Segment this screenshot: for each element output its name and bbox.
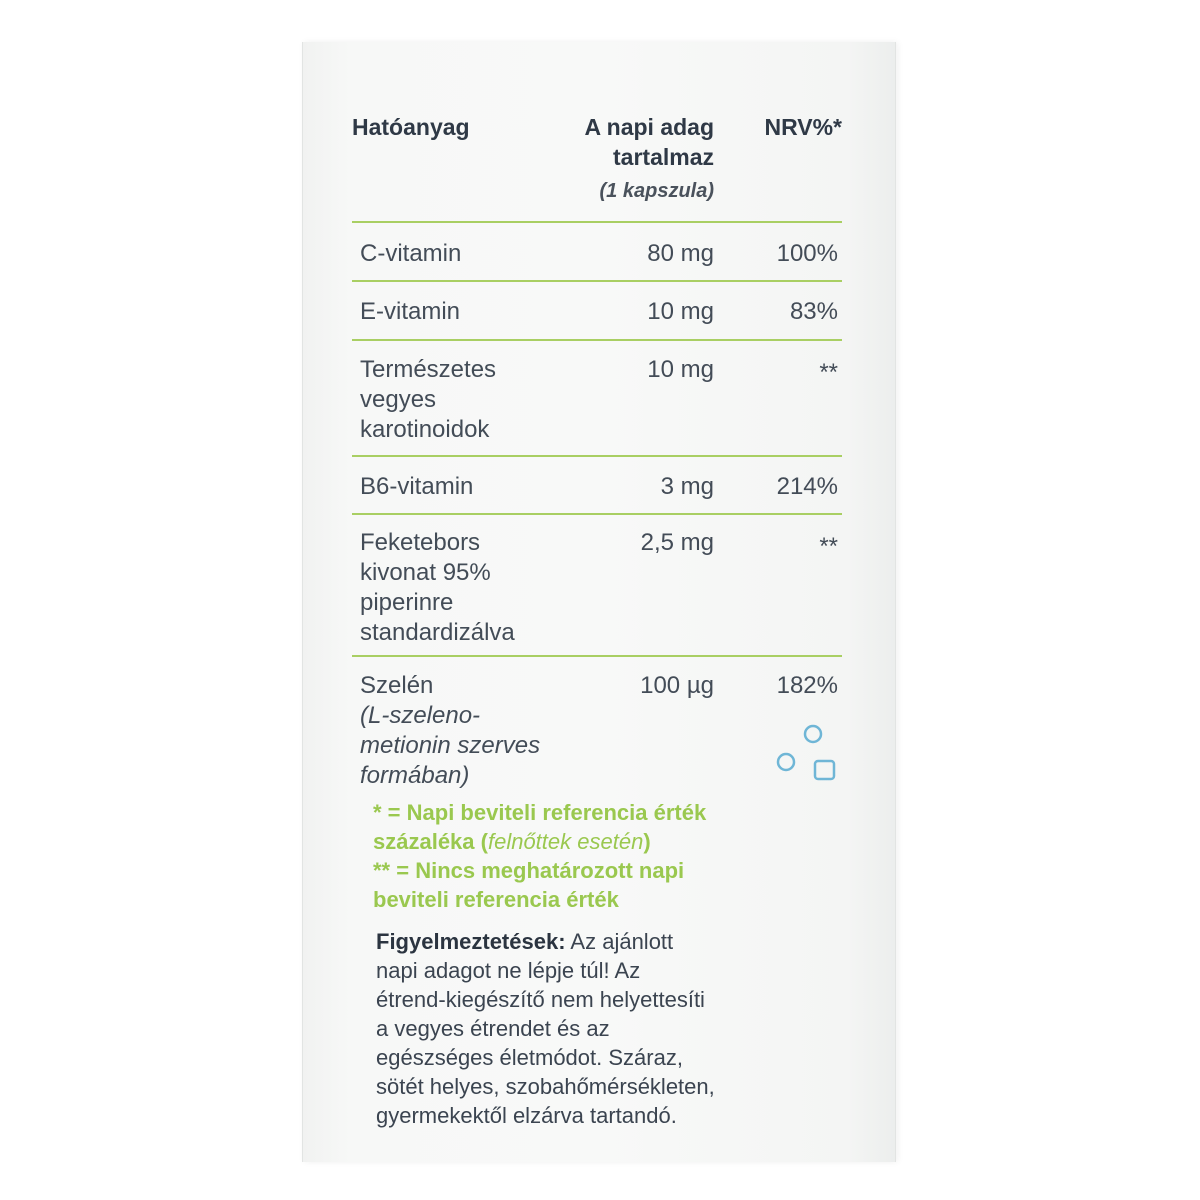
bubbles-decoration xyxy=(770,720,840,784)
table-divider xyxy=(352,455,842,457)
row-amount: 80 mg xyxy=(647,240,714,267)
row-nrv: ** xyxy=(819,359,838,386)
row-amount: 10 mg xyxy=(647,356,714,383)
warning-line: a vegyes étrendet és az xyxy=(376,1016,610,1041)
row-name: E-vitamin xyxy=(360,298,461,325)
footnote-italic: felnőttek esetén xyxy=(487,829,644,854)
warning-line: egészséges életmódot. Száraz, xyxy=(376,1045,683,1070)
row-nrv: 182% xyxy=(776,672,838,699)
header-per-capsule: (1 kapszula) xyxy=(599,180,714,202)
row-name-line: karotinoidok xyxy=(360,416,490,443)
footnote-line: ** = Nincs meghatározott napi xyxy=(373,858,685,883)
row-name-line: Természetes xyxy=(360,356,497,383)
row-name-note-line: (L-szeleno- xyxy=(360,702,481,729)
warning-line xyxy=(376,927,846,956)
warning-line: napi adagot ne lépje túl! Az xyxy=(376,958,641,983)
row-name-line: kivonat 95% xyxy=(360,559,491,586)
footnotes xyxy=(373,798,853,914)
row-name-line: standardizálva xyxy=(360,619,515,646)
warning-text: Az ajánlott xyxy=(565,929,674,954)
warnings xyxy=(376,927,846,1130)
row-name-line: Szelén xyxy=(360,672,434,699)
header-daily-amount xyxy=(532,112,714,172)
footnote-text: ) xyxy=(643,829,651,854)
row-name xyxy=(360,355,570,445)
warning-label: Figyelmeztetések: xyxy=(376,929,566,954)
row-amount: 10 mg xyxy=(647,298,714,325)
header-nrv: NRV%* xyxy=(764,114,842,140)
row-name-line: Feketebors xyxy=(360,529,481,556)
row-name xyxy=(360,671,570,791)
row-amount: 2,5 mg xyxy=(640,529,714,556)
row-name-note-line: formában) xyxy=(360,762,470,789)
square-icon xyxy=(815,761,834,779)
footnote-line: beviteli referencia érték xyxy=(373,887,619,912)
row-nrv: ** xyxy=(819,533,838,560)
circle-icon xyxy=(778,754,794,770)
table-divider xyxy=(352,513,842,515)
table-divider xyxy=(352,280,842,282)
circle-icon xyxy=(805,726,821,742)
row-amount: 100 µg xyxy=(640,672,714,699)
table-divider xyxy=(352,339,842,341)
row-nrv: 83% xyxy=(789,298,838,325)
row-name xyxy=(360,528,570,648)
table-divider xyxy=(352,221,842,223)
warning-line: étrend-kiegészítő nem helyettesíti xyxy=(376,987,705,1012)
row-nrv: 214% xyxy=(776,473,838,500)
row-amount: 3 mg xyxy=(660,473,714,500)
header-daily-amount-line2: tartalmaz xyxy=(613,144,714,170)
table-divider xyxy=(352,655,842,657)
row-nrv: 100% xyxy=(776,240,838,267)
footnote-line: * = Napi beviteli referencia érték xyxy=(373,800,707,825)
footnote-line xyxy=(373,827,853,856)
footnote-text: százaléka ( xyxy=(373,829,488,854)
warning-line: gyermekektől elzárva tartandó. xyxy=(376,1103,677,1128)
row-name: C-vitamin xyxy=(360,240,462,267)
warning-line: sötét helyes, szobahőmérsékleten, xyxy=(376,1074,715,1099)
header-active-ingredient: Hatóanyag xyxy=(352,114,470,140)
row-name-note-line: metionin szerves xyxy=(360,732,541,759)
header-daily-amount-line1: A napi adag xyxy=(584,114,714,140)
row-name-line: vegyes xyxy=(360,386,437,413)
row-name: B6-vitamin xyxy=(360,473,474,500)
row-name-line: piperinre xyxy=(360,589,454,616)
